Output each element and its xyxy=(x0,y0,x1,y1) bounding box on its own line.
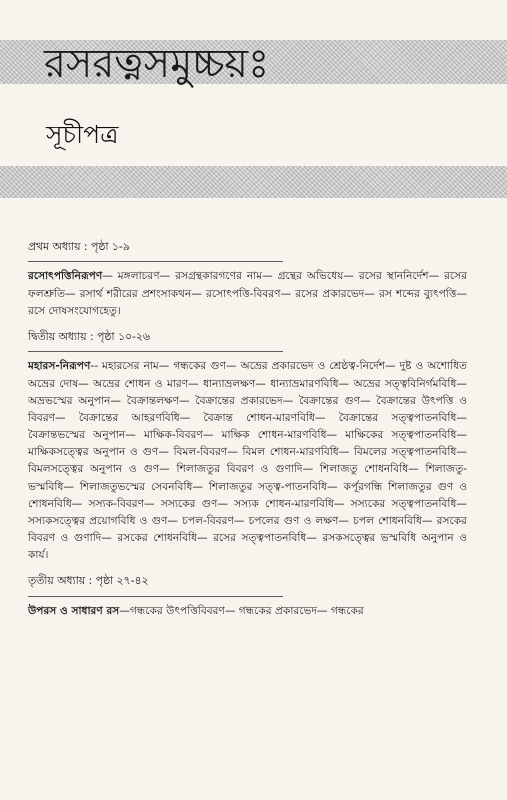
book-title: রসরত্নসমুচ্চয়ঃ xyxy=(44,40,270,87)
chapter-lead: রসোৎপত্তিনিরূপণ xyxy=(28,270,103,283)
chapter-body: —গন্ধকের উৎপত্তিবিবরণ— গন্ধকের প্রকারভেদ— গন্ধকের xyxy=(119,604,364,617)
divider xyxy=(28,351,283,352)
divider xyxy=(28,261,283,262)
chapter-heading: দ্বিতীয় অধ্যায় : পৃষ্ঠা ১০-২৬ xyxy=(28,329,150,343)
chapter-3 xyxy=(28,572,467,620)
section-title: সূচীপত্র xyxy=(46,120,119,149)
decorative-band-bottom xyxy=(0,166,507,198)
title-block xyxy=(44,24,507,106)
chapter-body: -- মহারসের নাম— গন্ধকের গুণ— অভ্রের প্রকারভেদ ও শ্রেষ্ঠত্ব-নির্দেশ— দুষ্ট ও অশোধিত অভ্রের দোষ— অভ্রের শোধন ও মারণ— ধান্যাভ্রলক্ষণ— ধান্যাভ্রমারণবিধি— অভ্রের সত্ত্ববিনির্গমবিধি— অভ্রভস্মের অনুপান— বৈক্রান্তলক্ষণ— বৈক্রান্তের প্রকারভেদ— বৈক্রান্তের গুণ— বৈক্রান্তের উৎপত্তি ও বিবরণ— বৈক্রান্তের আহরণবিধি— বৈক্রান্ত শোধন-মারণবিধি— বৈক্রান্তের সত্ত্বপাতনবিধি— বৈক্রান্তভস্মের অনুপান— মাক্ষিক-বিবরণ— মাক্ষিক শোধন-মারণবিধি— মাক্ষিকের সত্ত্বপাতনবিধি— মাক্ষিকসত্ত্বের অনুপান ও গুণ— বিমল-বিবরণ— বিমল শোধন-মারণবিধি— বিমলের সত্ত্বপাতনবিধি— বিমলসত্ত্বের অনুপান ও গুণ— শিলাজতুর বিবরণ ও গুণাদি— শিলাজতু শোধনবিধি— শিলাজতু-ভস্মবিধি— শিলাজতুভস্মের সেবনবিধি— শিলাজতুর সত্ত্ব-পাতনবিধি— কর্পূরগন্ধি শিলাজতুর গুণ ও শোধনবিধি— সস্যক-বিবরণ— সস্যকের গুণ— সস্যক শোধন-মারণবিধি— সস্যকের সত্ত্বপাতনবিধি— সস্যকসত্ত্বের প্রয়োগবিধি ও গুণ— চপল-বিবরণ— চপলের গুণ ও লক্ষণ— চপল শোধনবিধি— রসকের বিবরণ ও গুণাদি— রসকের শোধনবিধি— রসের সত্ত্বপাতনবিধি— রসকসত্ত্বের ভস্মবিধি অনুপান ও কার্য। xyxy=(28,360,467,562)
chapter-contents xyxy=(28,268,467,319)
chapter-heading: প্রথম অধ্যায় : পৃষ্ঠা ১-৯ xyxy=(28,240,130,253)
chapter-1 xyxy=(28,238,467,320)
chapter-contents xyxy=(28,358,467,564)
table-of-contents xyxy=(28,238,467,628)
chapter-heading: তৃতীয় অধ্যায় : পৃষ্ঠা ২৭-৪২ xyxy=(28,574,149,588)
chapter-2 xyxy=(28,328,467,564)
chapter-contents xyxy=(28,603,467,620)
chapter-lead: মহারস-নিরূপণ xyxy=(28,360,91,373)
divider xyxy=(28,596,283,597)
chapter-body: — মঙ্গলাচরণ— রসগ্রন্থকারগণের নাম— গ্রন্থের অভিধেয়— রসের স্থাননির্দেশ— রসের ফলশ্রুতি— রসার্থ শরীরের প্রশংসাকথন— রসোৎপত্তি-বিবরণ— রসের প্রকারভেদ— রস শব্দের ব্যুৎপত্তি— রসে দোষসংযোগহেতু। xyxy=(28,270,467,317)
chapter-lead: উপরস ও সাধারণ রস xyxy=(28,604,120,617)
